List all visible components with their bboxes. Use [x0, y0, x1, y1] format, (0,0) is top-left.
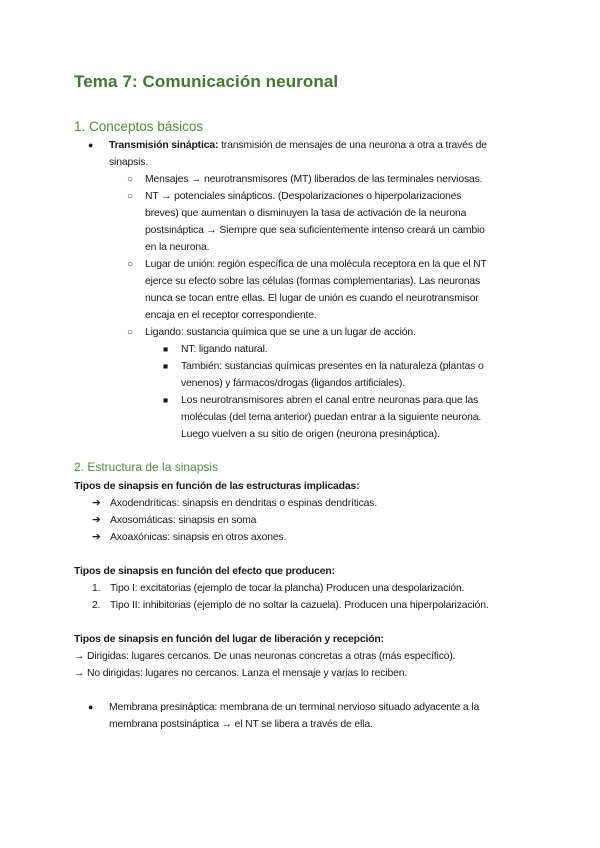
sq-nt-ligando: NT: ligando natural. [181, 344, 268, 355]
membrana-line2: membrana postsináptica → el NT se libera a través de ella. [109, 719, 373, 730]
group3-item: → Dirigidas: lugares cercanos. De unas neuronas concretas a otras (más específico). [74, 651, 456, 662]
sub-lugar-line3: nunca se tocan entre ellas. El lugar de unión es cuando el neurotransmisor [145, 293, 479, 304]
sub-lugar-line1: Lugar de unión: región específica de una molécula receptora en la que el NT [145, 259, 487, 270]
group2-item: Tipo I: excitatorias (ejemplo de tocar la plancha) Producen una despolarización. [110, 583, 465, 594]
sub-nt-line1: NT → potenciales sinápticos. (Despolarizaciones o hiperpolarizaciones [145, 191, 462, 202]
sub-ligando: Ligando: sustancia química que se une a un lugar de acción. [145, 327, 416, 338]
sub-lugar-line2: ejerce su efecto sobre las células (formas complementarias). Las neuronas [145, 276, 480, 287]
group1-item: Axoaxónicas: sinapsis en otros axones. [110, 532, 287, 543]
bullet-square: ■ [163, 344, 169, 354]
sub-nt-line4: en la neurona. [145, 242, 210, 253]
group2-item: Tipo II: inhibitorias (ejemplo de no soltar la cazuela). Producen una hiperpolarización. [110, 600, 489, 611]
bullet-disc: ● [88, 140, 94, 150]
bullet-transmision-line1 [109, 137, 527, 154]
sub-mensajes: Mensajes → neurotransmisores (MT) liberados de las terminales nerviosas. [145, 174, 483, 185]
membrana-line1: Membrana presináptica: membrana de un terminal nervioso situado adyacente a la [109, 702, 480, 713]
arrow-bullet: ➔ [92, 498, 101, 509]
bullet-ring: ○ [127, 259, 134, 270]
page-title: Tema 7: Comunicación neuronal [74, 72, 339, 91]
sq-tambien-line2: venenos) y fármacos/drogas (ligandos artificiales). [181, 378, 405, 389]
list-number: 2. [92, 600, 101, 611]
sub-nt-line3: postsináptica → Siempre que sea suficientemente intenso creará un cambio [145, 225, 485, 236]
group1-item: Axosomáticas: sinapsis en soma [110, 515, 257, 526]
arrow-bullet: ➔ [92, 532, 101, 543]
bullet-disc: ● [88, 702, 94, 712]
sq-tambien-line1: También: sustancias químicas presentes en la naturaleza (plantas o [181, 361, 484, 372]
group2-heading: Tipos de sinapsis en función del efecto que producen: [74, 566, 335, 577]
bullet-ring: ○ [127, 191, 134, 202]
sq-neuro-line3: Luego vuelven a su sitio de origen (neurona presináptica). [181, 429, 440, 440]
bullet-transmision-line2: sinapsis. [109, 157, 149, 168]
group3-heading: Tipos de sinapsis en función del lugar de liberación y recepción: [74, 634, 384, 645]
group1-item: Axodendríticas: sinapsis en dendritas o espinas dendríticas. [110, 498, 378, 509]
group1-heading: Tipos de sinapsis en función de las estructuras implicadas: [74, 481, 360, 492]
list-number: 1. [92, 583, 101, 594]
section2-heading: 2. Estructura de la sinapsis [74, 460, 219, 474]
bullet-ring: ○ [127, 174, 134, 185]
group3-item: → No dirigidas: lugares no cercanos. Lanza el mensaje y varias lo reciben. [74, 668, 408, 679]
section1-heading: 1. Conceptos básicos [74, 119, 204, 134]
term-transmision: Transmisión sináptica: [109, 140, 219, 151]
sub-lugar-line4: encaja en el receptor correspondiente. [145, 310, 317, 321]
bullet-square: ■ [163, 395, 169, 405]
sq-neuro-line1: Los neurotransmisores abren el canal entre neuronas para que las [181, 395, 479, 406]
sub-nt-line2: breves) que aumentan o disminuyen la tasa de activación de la neurona [145, 208, 467, 219]
bullet-transmision-text: transmisión de mensajes de una neurona a otra a través de [221, 140, 487, 151]
bullet-ring: ○ [127, 327, 134, 338]
bullet-square: ■ [163, 361, 169, 371]
sq-neuro-line2: moléculas (del tema anterior) puedan entrar a la siguiente neurona. [181, 412, 482, 423]
arrow-bullet: ➔ [92, 515, 101, 526]
